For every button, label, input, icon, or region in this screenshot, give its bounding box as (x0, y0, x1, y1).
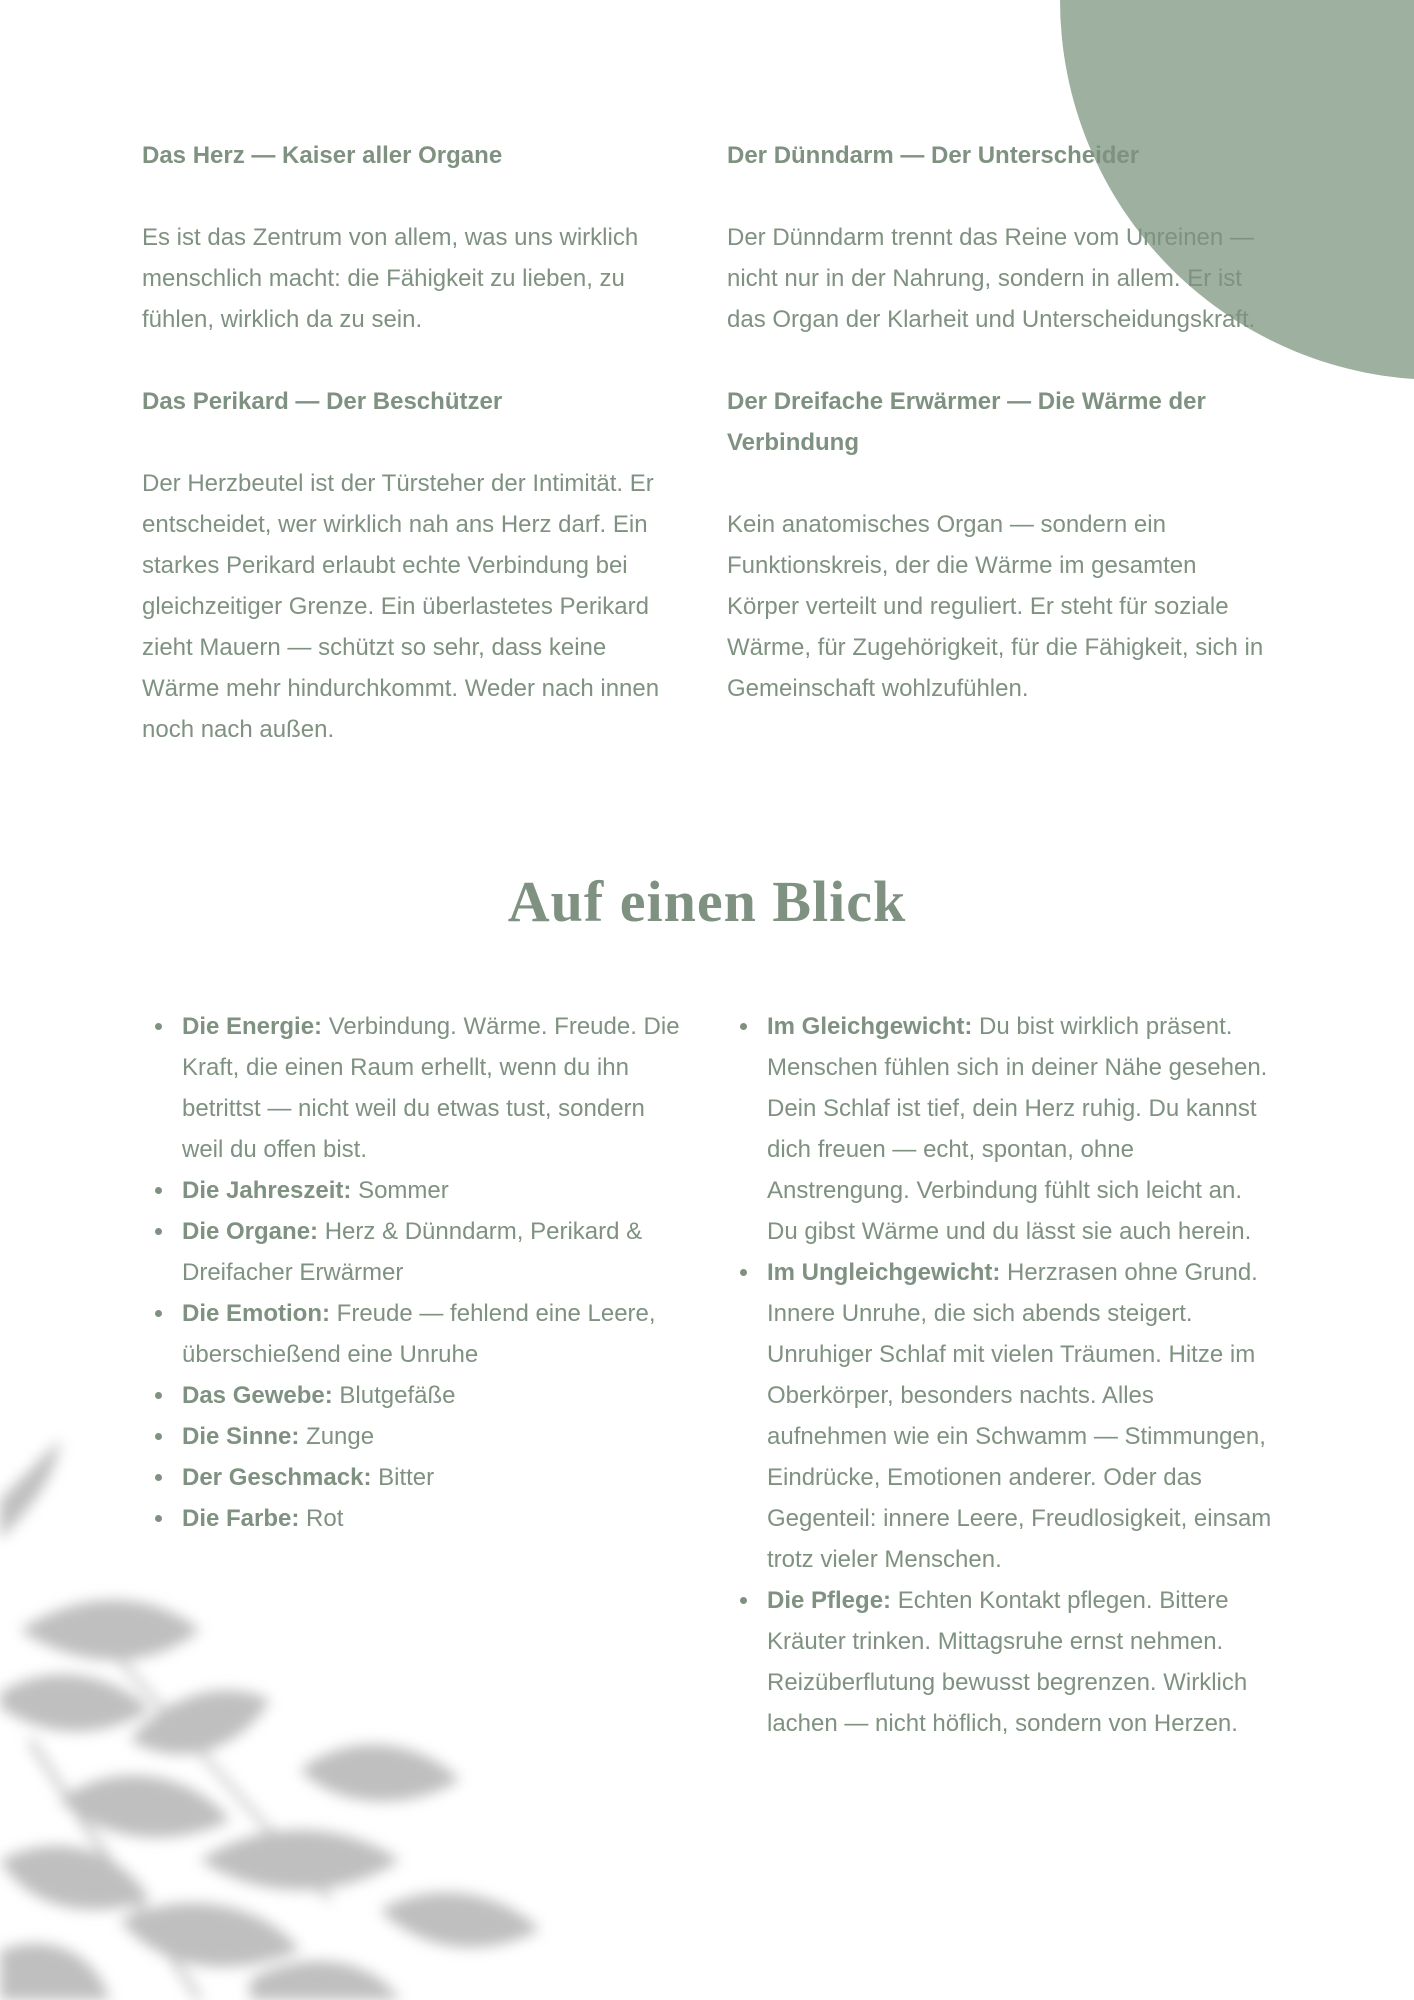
bullet-icon (155, 1433, 162, 1440)
bullet-icon (155, 1515, 162, 1522)
heart-text: Es ist das Zentrum von allem, was uns wirklich menschlich macht: die Fähigkeit zu lieben, zu fühlen, wirklich da zu sein. (142, 224, 639, 333)
overview-title: Auf einen Blick (507, 869, 907, 934)
list-item-text: Herz & Dünndarm, Perikard & Dreifacher Erwärmer (182, 1218, 643, 1286)
list-item-label: Die Sinne: (182, 1423, 300, 1450)
list-item-text: Blutgefäße (332, 1382, 456, 1409)
list-item (182, 1293, 687, 1375)
list-item (182, 1457, 687, 1498)
bullet-icon (740, 1597, 747, 1604)
bullet-icon (155, 1228, 162, 1235)
list-item-label: Der Geschmack: (182, 1464, 372, 1491)
list-item-text: Du bist wirklich präsent. Menschen fühlen sich in deiner Nähe gesehen. Dein Schlaf ist tief, dein Herz ruhig. Du kannst dich freuen — echt, spontan, ohne Anstrengung. Verbindung fühlt sich leicht an. Du gibst Wärme und du lässt sie auch herein. (767, 1013, 1268, 1245)
list-item-text: Herzrasen ohne Grund. Innere Unruhe, die sich abends steigert. Unruhiger Schlaf mit vielen Träumen. Hitze im Oberkörper, besonders nachts. Alles aufnehmen wie ein Schwamm — Stimmungen, Eindrücke, Emotionen anderer. Oder das Gegenteil: innere Leere, Freudlosigkeit, einsam trotz vieler Menschen. (767, 1259, 1272, 1573)
small-intestine-text: Der Dünndarm trennt das Reine vom Unreinen — nicht nur in der Nahrung, sondern in allem. Er ist das Organ der Klarheit und Unterscheidungskraft. (727, 224, 1256, 333)
overview-list-right (727, 1006, 1272, 1744)
pericardium-heading: Das Perikard — Der Beschützer (142, 388, 503, 415)
list-item-label: Die Emotion: (182, 1300, 330, 1327)
organ-column-right (727, 135, 1272, 791)
bullet-icon (740, 1269, 747, 1276)
overview-column-left (142, 1006, 687, 1744)
list-item-label: Die Farbe: (182, 1505, 300, 1532)
list-item (182, 1375, 687, 1416)
bullet-icon (155, 1392, 162, 1399)
list-item-text: Freude — fehlend eine Leere, überschießend eine Unruhe (182, 1300, 656, 1368)
list-item-label: Im Gleichgewicht: (767, 1013, 973, 1040)
pericardium-text: Der Herzbeutel ist der Türsteher der Intimität. Er entscheidet, wer wirklich nah ans Herz darf. Ein starkes Perikard erlaubt echte Verbindung bei gleichzeitiger Grenze. Ein überlastetes Perikard zieht Mauern — schützt so sehr, dass keine Wärme mehr hindurchkommt. Weder nach innen noch nach außen. (142, 470, 660, 743)
bullet-icon (155, 1474, 162, 1481)
list-item (182, 1211, 687, 1293)
list-item-label: Die Energie: (182, 1013, 323, 1040)
list-item (182, 1416, 687, 1457)
list-item (767, 1580, 1272, 1744)
list-item (767, 1252, 1272, 1580)
list-item-label: Die Jahreszeit: (182, 1177, 352, 1204)
list-item-label: Im Ungleichgewicht: (767, 1259, 1001, 1286)
overview-column-right (727, 1006, 1272, 1744)
list-item-text: Zunge (299, 1423, 375, 1450)
list-item-text: Rot (299, 1505, 344, 1532)
heart-heading: Das Herz — Kaiser aller Organe (142, 142, 503, 169)
bullet-icon (155, 1023, 162, 1030)
list-item-label: Die Pflege: (767, 1587, 892, 1614)
bullet-icon (740, 1023, 747, 1030)
list-item (182, 1498, 687, 1539)
small-intestine-heading: Der Dünndarm — Der Unterscheider (727, 142, 1140, 169)
triple-warmer-text: Kein anatomisches Organ — sondern ein Funktionskreis, der die Wärme im gesamten Körper verteilt und reguliert. Er steht für soziale Wärme, für Zugehörigkeit, für die Fähigkeit, sich in Gemeinschaft wohlzufühlen. (727, 511, 1264, 702)
list-item-label: Die Organe: (182, 1218, 319, 1245)
list-item (767, 1006, 1272, 1252)
overview-list-left (142, 1006, 687, 1539)
list-item (182, 1170, 687, 1211)
list-item (182, 1006, 687, 1170)
triple-warmer-heading: Der Dreifache Erwärmer — Die Wärme der Verbindung (727, 388, 1206, 456)
bullet-icon (155, 1187, 162, 1194)
list-item-text: Sommer (351, 1177, 449, 1204)
organ-column-left (142, 135, 687, 791)
organ-descriptions (142, 135, 1272, 791)
list-item-text: Echten Kontakt pflegen. Bittere Kräuter trinken. Mittagsruhe ernst nehmen. Reizüberflutung bewusst begrenzen. Wirklich lachen — nicht höflich, sondern von Herzen. (767, 1587, 1248, 1737)
list-item-label: Das Gewebe: (182, 1382, 333, 1409)
bullet-icon (155, 1310, 162, 1317)
list-item-text: Bitter (371, 1464, 435, 1491)
list-item-text: Verbindung. Wärme. Freude. Die Kraft, die einen Raum erhellt, wenn du ihn betrittst — nicht weil du etwas tust, sondern weil du offen bist. (182, 1013, 680, 1163)
overview-section (142, 1006, 1272, 1744)
